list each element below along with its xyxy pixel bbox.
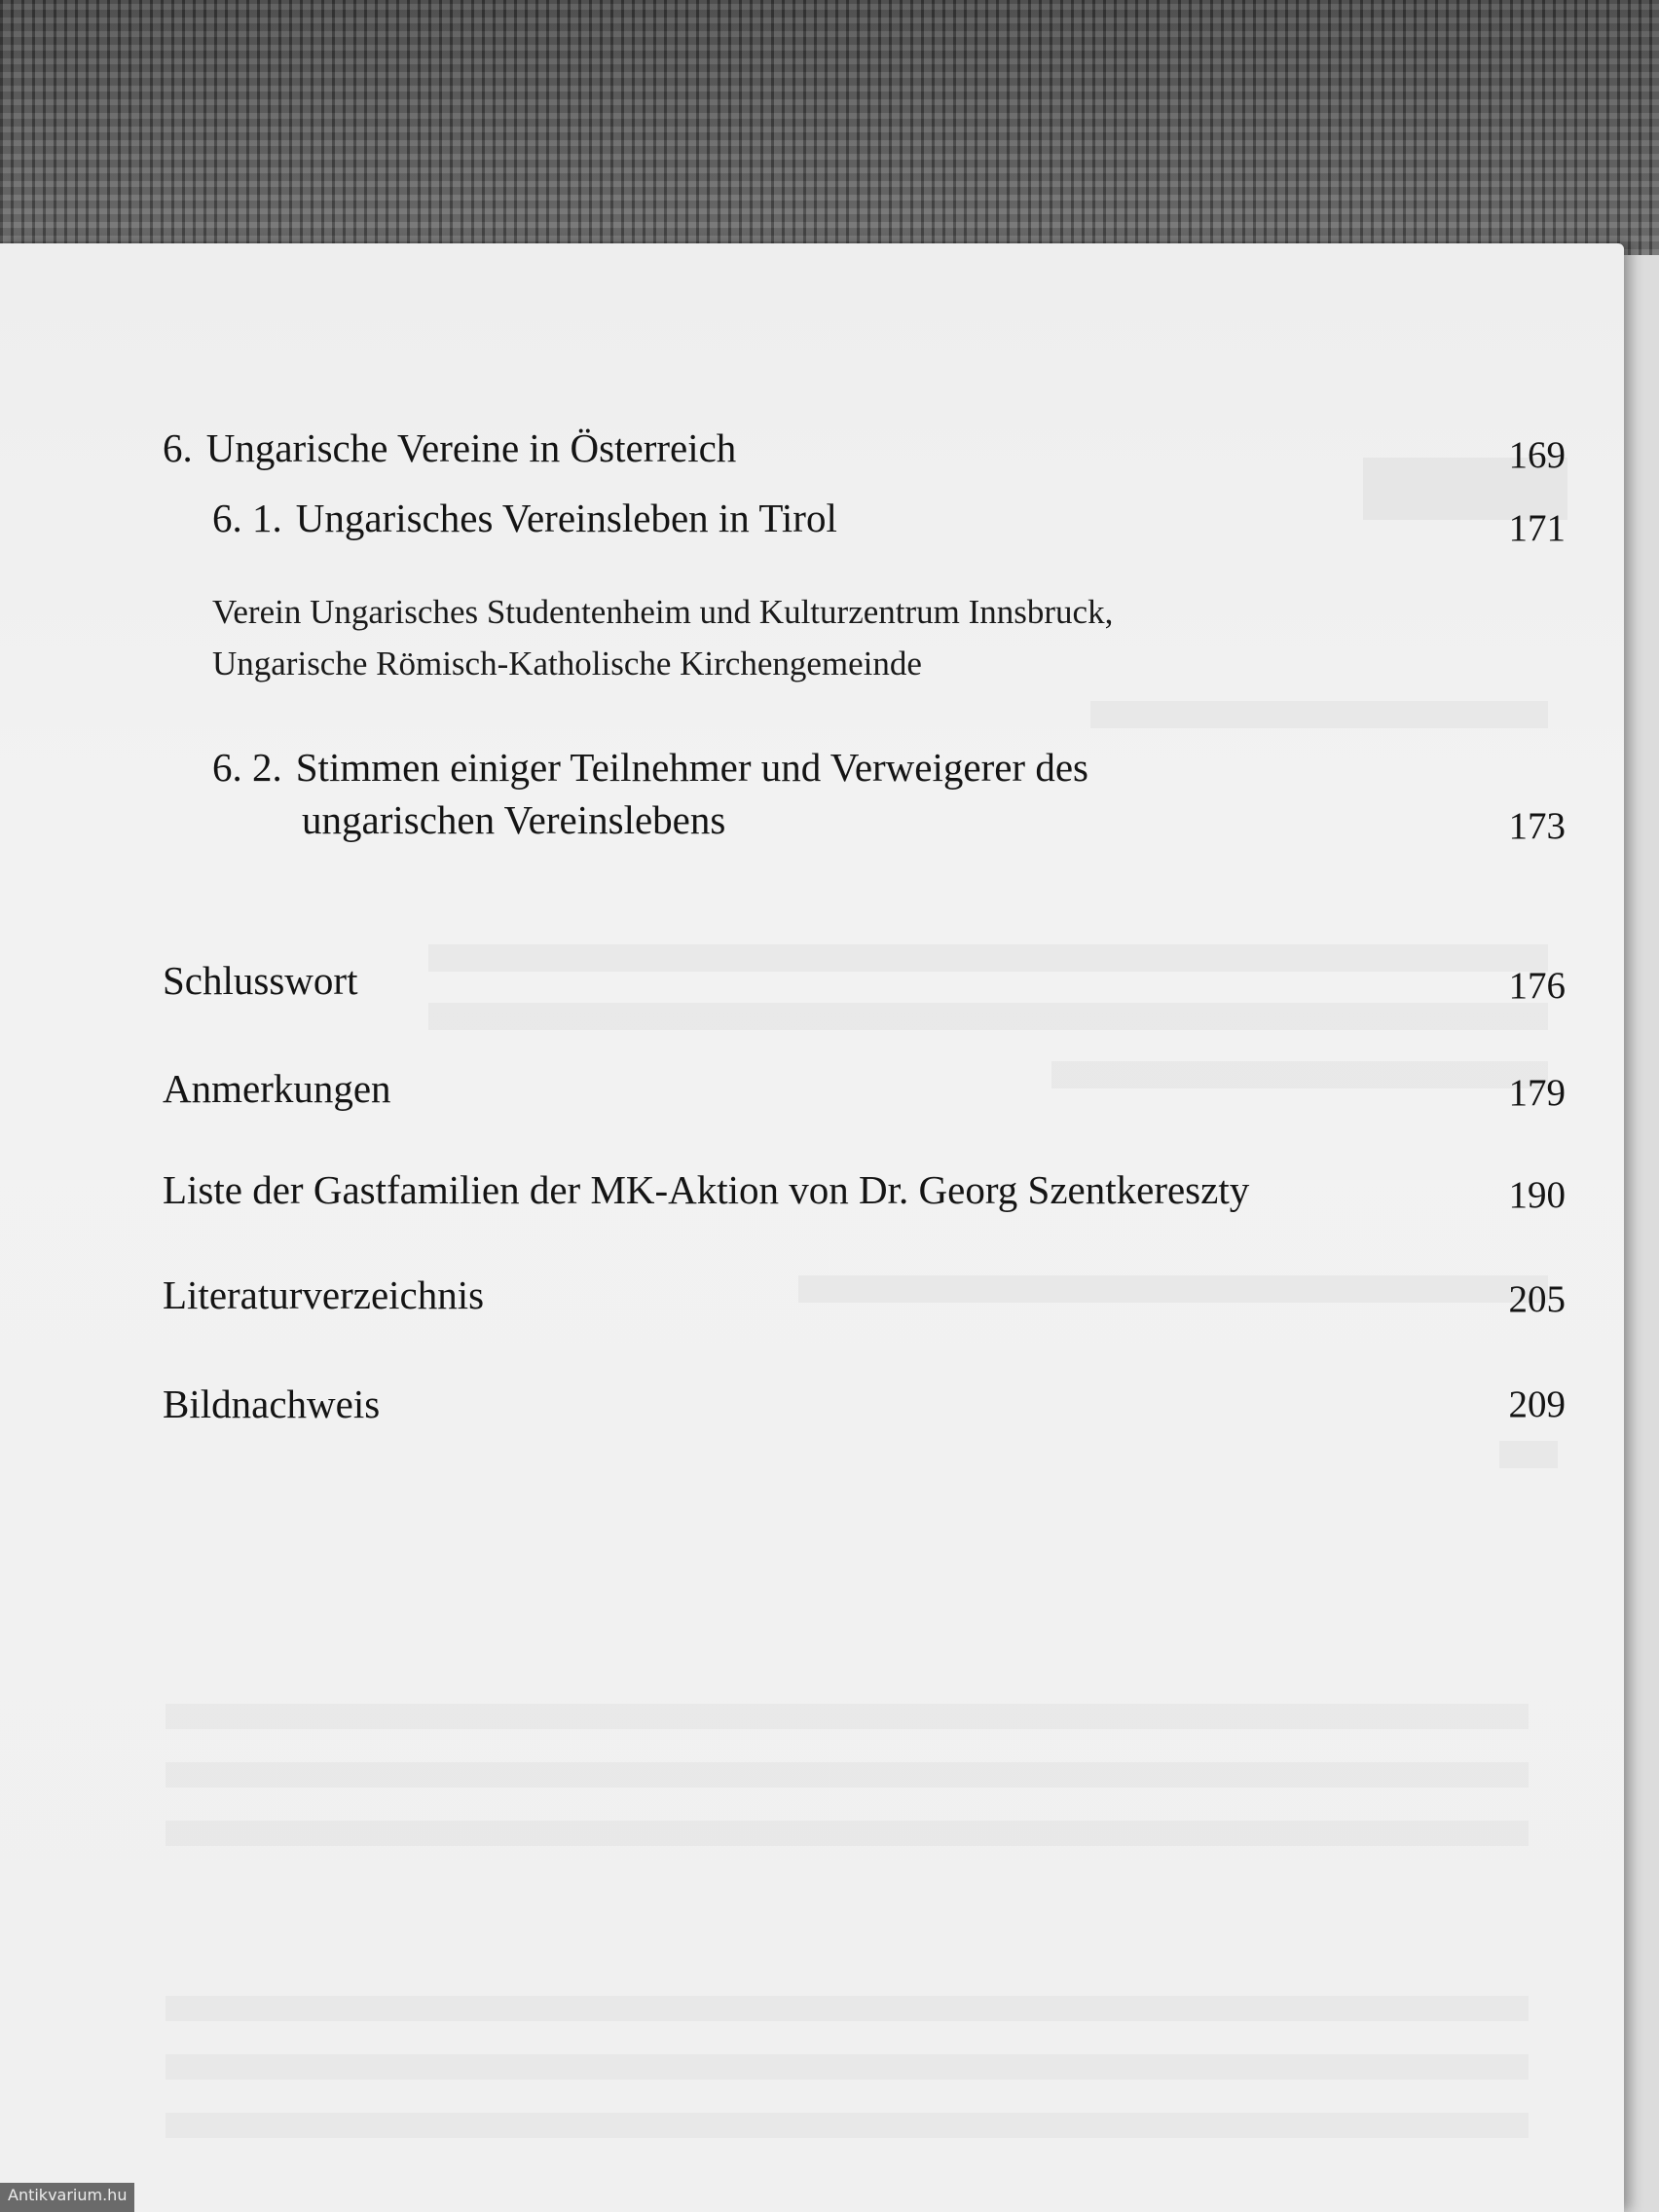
section-title: Stimmen einiger Teilnehmer und Verweigerer des — [295, 745, 1088, 790]
section-title-continuation: ungarischen Vereinslebens — [302, 797, 726, 842]
chapter-number: 6. — [163, 425, 193, 470]
page-number: 176 — [1508, 965, 1566, 1007]
toc-chapter-6 — [163, 423, 736, 474]
section-description — [212, 586, 1113, 689]
page-number: 209 — [1508, 1383, 1566, 1425]
toc-gastfamilien: Liste der Gastfamilien der MK-Aktion von Dr. Georg Szentkereszty — [163, 1167, 1250, 1212]
section-number: 6. 2. — [212, 745, 282, 790]
toc-anmerkungen: Anmerkungen — [163, 1066, 391, 1111]
page-number: 179 — [1508, 1072, 1566, 1114]
watermark-label: Antikvarium.hu — [0, 2183, 134, 2212]
toc-schlusswort: Schlusswort — [163, 958, 358, 1003]
page-number: 173 — [1508, 805, 1566, 847]
table-of-contents — [0, 243, 1624, 2212]
page-number: 205 — [1508, 1278, 1566, 1320]
toc-literaturverzeichnis: Literaturverzeichnis — [163, 1272, 485, 1317]
background-fabric — [0, 0, 1659, 255]
section-title: Ungarisches Vereinsleben in Tirol — [295, 496, 837, 540]
chapter-title: Ungarische Vereine in Österreich — [205, 425, 737, 470]
book-page — [0, 243, 1624, 2212]
toc-section-6-2 — [212, 742, 1088, 793]
description-line: Ungarische Römisch-Katholische Kirchengemeinde — [212, 645, 922, 683]
page-number: 190 — [1508, 1174, 1566, 1216]
page-number: 171 — [1508, 507, 1566, 549]
page-number: 169 — [1508, 434, 1566, 476]
section-number: 6. 1. — [212, 496, 282, 540]
toc-section-6-1 — [212, 493, 837, 544]
description-line: Verein Ungarisches Studentenheim und Kulturzentrum Innsbruck, — [212, 593, 1114, 631]
toc-bildnachweis: Bildnachweis — [163, 1382, 381, 1426]
